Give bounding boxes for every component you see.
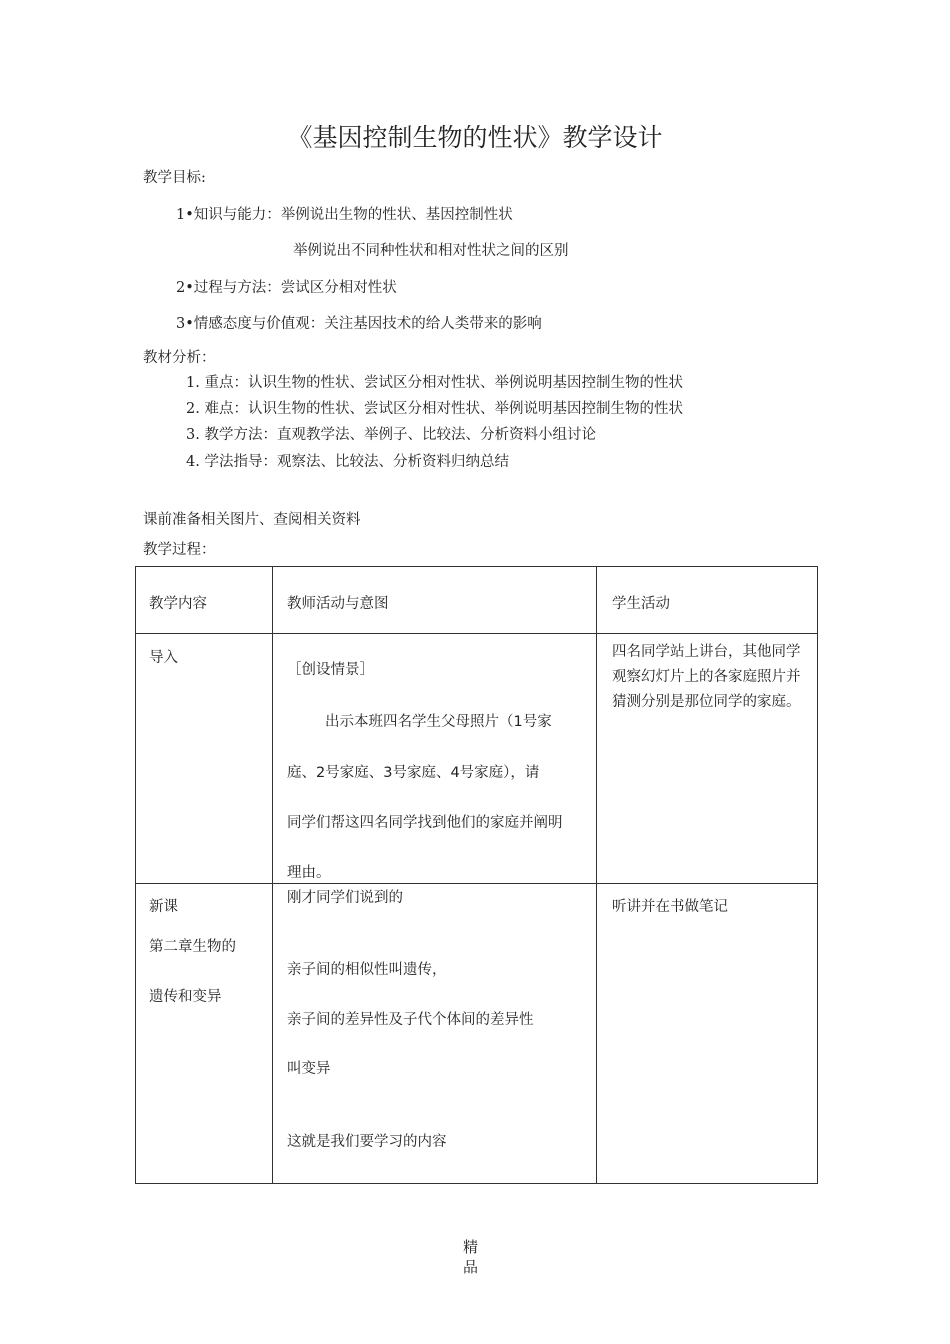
footer-char: 精: [463, 1238, 479, 1256]
teacher-cell: 刚才同学们说到的 亲子间的相似性叫遗传， 亲子间的差异性及子代个体间的差异性 叫变异 这就是我们要学习的内容: [273, 884, 597, 1184]
objective-knowledge: 1•知识与能力：举例说出生物的性状、基因控制性状: [176, 207, 513, 223]
objectives-heading: 教学目标:: [143, 170, 206, 186]
prep-note: 课前准备相关图片、查阅相关资料: [143, 512, 361, 528]
analysis-item: 1. 重点：认识生物的性状、尝试区分相对性状、举例说明基因控制生物的性状: [186, 375, 683, 391]
table-row: [136, 884, 818, 1184]
objective-emotion: 3•情感态度与价值观：关注基因技术的给人类带来的影响: [176, 316, 542, 332]
student-cell: 四名同学站上讲台，其他同学观察幻灯片上的各家庭照片并猜测分别是那位同学的家庭。: [597, 634, 818, 884]
table-header-row: [136, 567, 818, 634]
header-cell: 学生活动: [597, 567, 818, 634]
content-cell: 导入: [136, 634, 273, 884]
student-cell: 听讲并在书做笔记: [597, 884, 818, 1184]
teacher-cell: ［创设情景］ 出示本班四名学生父母照片（1号家 庭、2号家庭、3号家庭、4号家庭），请 同学们帮这四名同学找到他们的家庭并阐明 理由。: [273, 634, 597, 884]
analysis-heading: 教材分析：: [143, 350, 216, 366]
page-title: 《基因控制生物的性状》教学设计: [287, 123, 663, 152]
process-heading: 教学过程：: [143, 542, 216, 558]
objective-knowledge-cont: 举例说出不同种性状和相对性状之间的区别: [293, 243, 569, 259]
analysis-item: 3. 教学方法：直观教学法、举例子、比较法、分析资料小组讨论: [186, 427, 596, 443]
analysis-item: 4. 学法指导：观察法、比较法、分析资料归纳总结: [186, 454, 509, 470]
content-cell: 新课 第二章生物的 遗传和变异: [136, 884, 273, 1184]
header-cell: 教学内容: [136, 567, 273, 634]
objective-process: 2•过程与方法：尝试区分相对性状: [176, 280, 397, 296]
table-row: [136, 634, 818, 884]
header-cell: 教师活动与意图: [273, 567, 597, 634]
lesson-table: [135, 566, 818, 1184]
analysis-item: 2. 难点：认识生物的性状、尝试区分相对性状、举例说明基因控制生物的性状: [186, 401, 683, 417]
footer-char: 品: [463, 1258, 479, 1276]
